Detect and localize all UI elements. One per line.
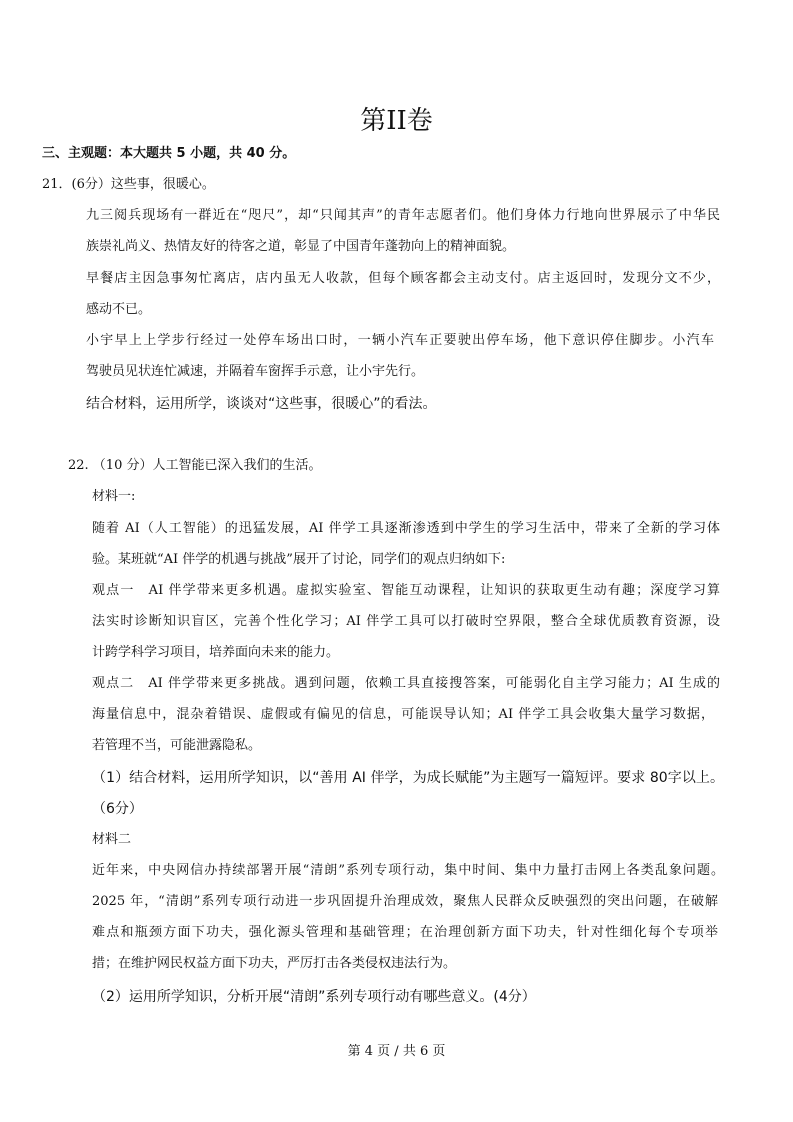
q22-heading: 22. （10 分）人工智能已深入我们的生活。	[68, 458, 322, 473]
q21-line: 早餐店主因急事匆忙离店，店内虽无人收款，但每个顾客都会主动支付。店主返回时，发现分文不少，	[86, 271, 720, 286]
material1-line: 观点二 AI 伴学带来更多挑战。遇到问题，依赖工具直接搜答案，可能弱化自主学习能力；AI 生成的	[92, 676, 720, 691]
material1-line: 验。某班就“AI 伴学的机遇与挑战”展开了讨论，同学们的观点归纳如下:	[92, 552, 506, 567]
material1-line: 随着 AI（人工智能）的迅猛发展，AI 伴学工具逐渐渗透到中学生的学习生活中，带来了全新的学习体	[92, 521, 720, 536]
q21-line: 九三阅兵现场有一群近在“咫尺”，却“只闻其声”的青年志愿者们。他们身体力行地向世界展示了中华民	[86, 208, 720, 223]
material1-line: 法实时诊断知识盲区，完善个性化学习；AI 伴学工具可以打破时空界限，整合全球优质教育资源，设	[92, 614, 720, 629]
section-heading: 三、主观题：本大题共 5 小题，共 40 分。	[42, 146, 296, 161]
sub-question-1-score: （6分）	[92, 801, 143, 817]
material2-line: 近年来，中央网信办持续部署开展“清朗”系列专项行动，集中时间、集中力量打击网上各类乱象问题。	[92, 863, 724, 878]
q21-heading: 21．(6分）这些事，很暖心。	[42, 177, 215, 192]
material2-label: 材料二	[92, 832, 132, 847]
material1-line: 观点一 AI 伴学带来更多机遇。虚拟实验室、智能互动课程，让知识的获取更生动有趣；深度学习算	[92, 583, 720, 598]
q21-line: 感动不已。	[86, 302, 152, 317]
material1-line: 计跨学科学习项目，培养面向未来的能力。	[92, 645, 340, 660]
material1-line: 若管理不当，可能泄露隐私。	[92, 738, 262, 753]
volume-title: 第II卷	[360, 106, 433, 136]
q21-line: 驾驶员见状连忙减速，并隔着车窗挥手示意，让小宇先行。	[86, 364, 425, 379]
q21-line: 小宇早上上学步行经过一处停车场出口时，一辆小汽车正要驶出停车场，他下意识停住脚步。小汽车	[86, 333, 714, 348]
material2-line: 措；在维护网民权益方面下功夫，严厉打击各类侵权违法行为。	[92, 956, 457, 971]
material2-line: 2025 年，“清朗”系列专项行动进一步巩固提升治理成效，聚焦人民群众反映强烈的突出问题，在破解	[92, 894, 718, 909]
material1-line: 海量信息中，混杂着错误、虚假或有偏见的信息，可能误导认知；AI 伴学工具会收集大量学习数据，	[92, 707, 714, 722]
page-footer: 第 4 页 / 共 6 页	[347, 1044, 446, 1059]
material2-line: 难点和瓶颈方面下功夫，强化源头管理和基础管理；在治理创新方面下功夫，针对性细化每个专项举	[92, 925, 718, 940]
q21-line: 族崇礼尚义、热情友好的待客之道，彰显了中国青年蓬勃向上的精神面貌。	[86, 239, 516, 254]
sub-question-1: （1）结合材料，运用所学知识，以“善用 AI 伴学，为成长赋能”为主题写一篇短评。要求 80字以上。	[92, 770, 724, 786]
sub-question-2: （2）运用所学知识，分析开展“清朗”系列专项行动有哪些意义。(4分）	[92, 989, 536, 1005]
q21-prompt: 结合材料，运用所学，谈谈对“这些事，很暖心”的看法。	[86, 396, 437, 412]
material1-label: 材料一:	[92, 489, 136, 504]
